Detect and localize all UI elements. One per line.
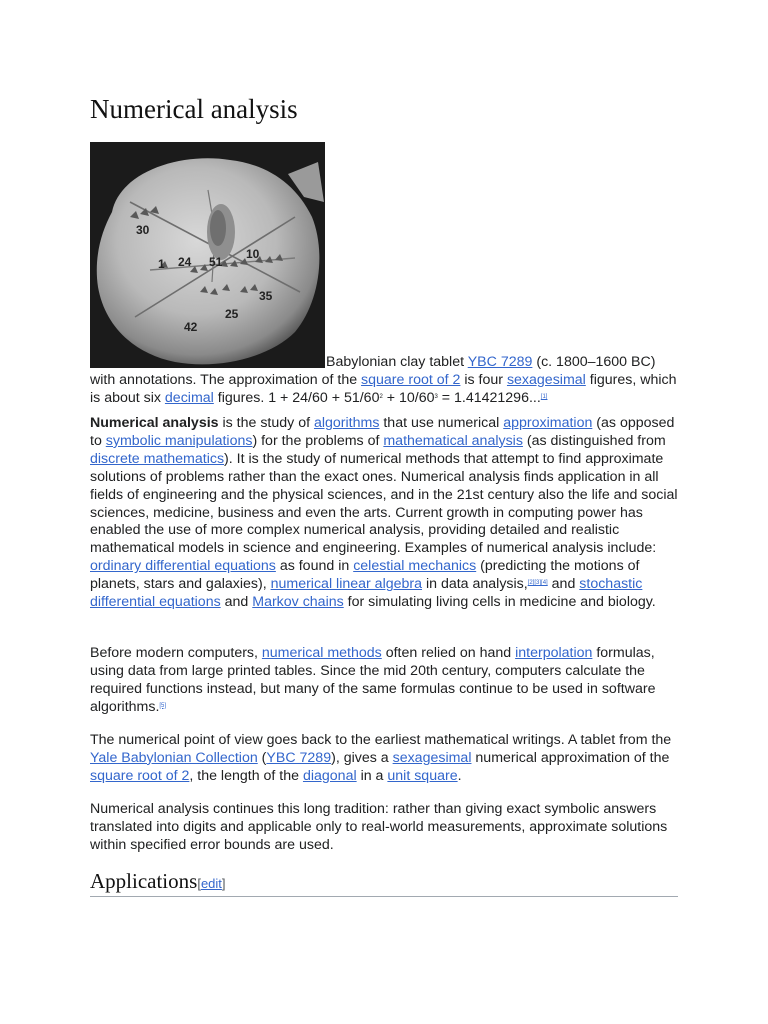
tablet-number: 51 <box>209 255 223 269</box>
link-square-root-of-2[interactable]: square root of 2 <box>361 371 461 388</box>
link-ybc-7289[interactable]: YBC 7289 <box>467 354 533 370</box>
link-algorithms[interactable]: algorithms <box>313 415 380 431</box>
reference-link[interactable]: [2][3][4] <box>527 580 548 587</box>
text: (as distinguished from <box>522 432 666 449</box>
link-celestial-mechanics[interactable]: celestial mechanics <box>353 558 477 575</box>
link-unit-square[interactable]: unit square <box>387 767 458 784</box>
tablet-number: 42 <box>184 320 198 334</box>
tablet-number: 30 <box>136 223 150 237</box>
paragraph-origins <box>90 732 678 786</box>
paragraph-tradition: Numerical analysis continues this long tradition: rather than giving exact symbolic answers translated into digits and applicable only to real-world measurements, approximate solutions within specified error bounds are used. <box>90 801 668 853</box>
bold-term: Numerical analysis <box>90 415 219 431</box>
text: is the study of <box>218 415 314 431</box>
link-ybc-7289[interactable]: YBC 7289 <box>266 749 332 766</box>
link-square-root-of-2[interactable]: square root of 2 <box>90 767 190 784</box>
text: (predicting the motions of planets, stars and galaxies), <box>90 558 640 593</box>
bracket: [ <box>197 876 201 891</box>
text: , the length of the <box>189 767 303 784</box>
tablet-illustration <box>90 142 325 368</box>
text: ) for the problems of <box>252 432 384 449</box>
link-sexagesimal[interactable]: sexagesimal <box>392 749 472 766</box>
text: figures, which is about six <box>90 371 677 406</box>
text: formulas, using data from large printed tables. Since the mid 20th century, computers calculate the required functions instead, but many of the same formulas continue to be used in software algorithms. <box>90 645 656 715</box>
paragraph-intro <box>90 415 678 612</box>
text: as found in <box>275 558 354 575</box>
edit-section-link-wrapper <box>197 876 225 891</box>
text: . <box>457 767 462 784</box>
section-heading-applications <box>90 868 678 897</box>
edit-section-link[interactable]: edit <box>200 876 222 891</box>
link-diagonal[interactable]: diagonal <box>302 767 357 784</box>
text: Babylonian clay tablet <box>326 354 468 370</box>
link-sexagesimal[interactable]: sexagesimal <box>506 371 586 388</box>
text: numerical approximation of the <box>471 749 670 766</box>
text: The numerical point of view goes back to the earliest mathematical writings. A tablet from the <box>90 732 672 748</box>
link-approximation[interactable]: approximation <box>503 415 593 431</box>
text: figures. 1 + 24/60 + 51/60 <box>213 389 380 406</box>
text: Before modern computers, <box>90 645 262 661</box>
link-markov-chains[interactable]: Markov chains <box>252 594 344 611</box>
text: is four <box>460 371 507 388</box>
link-mathematical-analysis[interactable]: mathematical analysis <box>383 432 523 449</box>
babylonian-tablet-image[interactable] <box>90 142 325 368</box>
paragraph-history <box>90 645 678 717</box>
text: + 10/60 <box>382 389 435 406</box>
text: in data analysis, <box>422 576 528 593</box>
text: that use numerical <box>379 415 504 431</box>
tablet-number: 24 <box>178 255 192 269</box>
link-stochastic-differential-equations[interactable]: stochastic differential equations <box>90 576 643 611</box>
figure-caption <box>90 354 678 408</box>
link-symbolic-manipulations[interactable]: symbolic manipulations <box>105 432 253 449</box>
tablet-number: 25 <box>225 307 239 321</box>
tablet-number: 1 <box>158 257 165 271</box>
link-ordinary-differential-equations[interactable]: ordinary differential equations <box>90 558 276 575</box>
link-numerical-methods[interactable]: numerical methods <box>261 645 382 661</box>
section-heading-text: Applications <box>90 869 198 893</box>
text: (as opposed to <box>90 415 675 449</box>
tablet-number: 35 <box>259 289 273 303</box>
tablet-number: 10 <box>246 247 260 261</box>
reference-link[interactable]: [1] <box>540 393 548 400</box>
page-title: Numerical analysis <box>90 94 298 124</box>
link-numerical-linear-algebra[interactable]: numerical linear algebra <box>270 576 423 593</box>
text: and <box>547 576 580 593</box>
text: = 1.41421296... <box>437 389 541 406</box>
bracket: ] <box>221 876 226 891</box>
superscript: 3 <box>434 393 438 400</box>
text: ( <box>257 749 267 766</box>
text: and <box>220 594 253 611</box>
text: ). It is the study of numerical methods that attempt to find approximate solutions of problems rather than the exact ones. Numerical analysis finds application in all fields of engineering and the physical sciences, and in the 21st century also the life and social sciences, medicine, business and even the arts. Current growth in computing power has enabled the use of more complex numerical analysis, providing detailed and realistic mathematical models in science and engineering. Examples of numerical analysis include: <box>90 450 678 557</box>
reference-link[interactable]: [5] <box>159 702 167 709</box>
text: (c. 1800–1600 BC) with annotations. The approximation of the <box>90 354 656 388</box>
text: for simulating living cells in medicine and biology. <box>343 594 656 611</box>
link-discrete-mathematics[interactable]: discrete mathematics <box>90 450 225 467</box>
link-yale-babylonian-collection[interactable]: Yale Babylonian Collection <box>90 749 258 766</box>
text: ), gives a <box>331 749 393 766</box>
link-interpolation[interactable]: interpolation <box>515 645 593 661</box>
superscript: 2 <box>379 393 383 400</box>
text: often relied on hand <box>381 645 516 661</box>
link-decimal[interactable]: decimal <box>164 389 214 406</box>
text: in a <box>356 767 388 784</box>
